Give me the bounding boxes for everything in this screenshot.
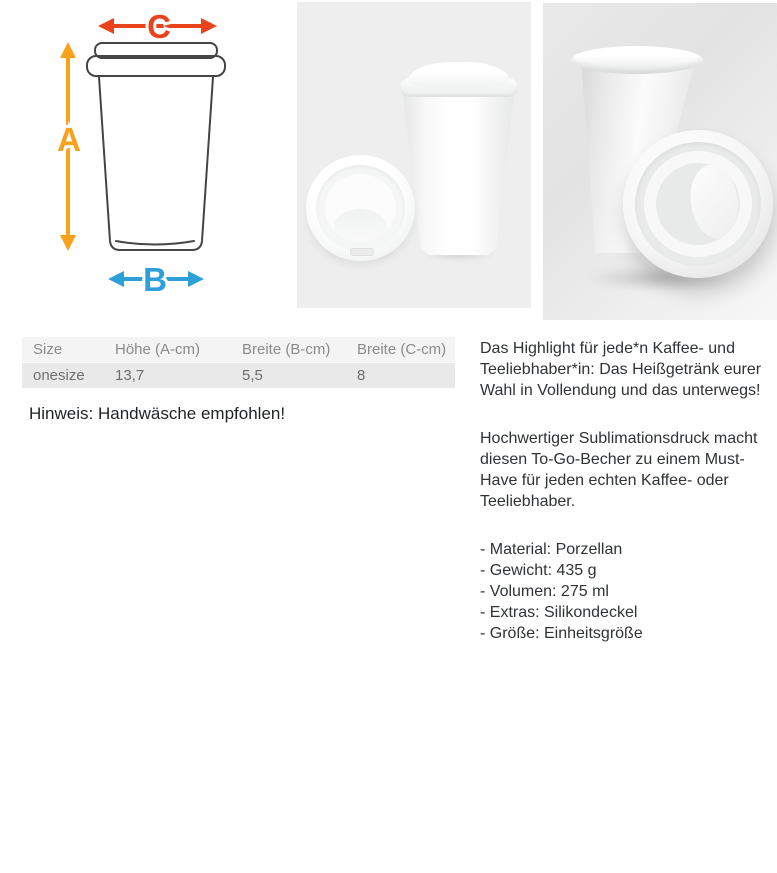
description-paragraph-highlight: Das Highlight für jede*n Kaffee- und Teeliebhaber*in: Das Heißgetränk eurer Wahl in Vollendung und das unterwegs! xyxy=(480,340,762,399)
size-table-cell-breite-b: 5,5 xyxy=(242,367,263,384)
arrow-b-left-head xyxy=(108,271,124,287)
cup-outline xyxy=(87,43,225,250)
care-note: Hinweis: Handwäsche empfohlen! xyxy=(29,404,286,423)
spec-item-groesse: - Größe: Einheitsgröße xyxy=(480,625,643,642)
dimension-label-b: B xyxy=(143,261,167,298)
dimension-arrow-b xyxy=(108,261,204,298)
size-table-cell-breite-c: 8 xyxy=(357,367,366,384)
silicone-lid-inner-ring xyxy=(637,144,759,264)
size-table xyxy=(22,337,455,388)
flat-lid-face xyxy=(325,174,396,242)
dimension-arrow-c xyxy=(98,8,217,45)
arrow-a-top-head xyxy=(60,42,76,58)
product-description xyxy=(480,338,772,644)
size-table-cell-size: onesize xyxy=(33,367,85,384)
product-photo-cup-with-lid xyxy=(297,2,531,308)
cup-body-outline xyxy=(99,77,213,250)
size-table-row-onesize xyxy=(22,363,455,388)
dimension-label-c: C xyxy=(147,8,171,45)
size-table-header-size: Size xyxy=(33,341,63,358)
spec-item-extras: - Extras: Silikondeckel xyxy=(480,604,638,621)
arrow-c-right-head xyxy=(201,18,217,34)
arrow-a-bottom-head xyxy=(60,235,76,251)
porcelain-cup-rim xyxy=(571,46,703,74)
description-paragraph-print: Hochwertiger Sublimationsdruck macht diesen To-Go-Becher zu einem Must-Have für jeden echten Kaffee- oder Teeliebhaber. xyxy=(480,430,758,510)
size-diagram-panel xyxy=(0,0,295,320)
size-table-header-row xyxy=(22,337,455,362)
size-diagram-illustration xyxy=(0,0,295,320)
dimension-arrow-a xyxy=(57,42,81,251)
spec-item-volumen: - Volumen: 275 ml xyxy=(480,583,609,600)
arrow-c-left-head xyxy=(98,18,114,34)
size-table-header-hoehe: Höhe (A-cm) xyxy=(115,341,201,358)
cup-bottom-curve xyxy=(116,241,194,245)
silicone-lid-face xyxy=(651,158,746,251)
cup-body xyxy=(403,95,514,255)
arrow-b-right-head xyxy=(188,271,204,287)
spec-list xyxy=(480,539,772,644)
silicone-lid-sip-highlight xyxy=(686,162,743,242)
size-table-header-breite-b: Breite (B-cm) xyxy=(242,341,331,358)
size-table-header-breite-c: Breite (C-cm) xyxy=(357,341,447,358)
flat-lid-crescent xyxy=(334,209,388,242)
silicone-lid-ring xyxy=(627,134,769,274)
product-photo-porcelain-cup xyxy=(543,3,777,320)
spec-item-gewicht: - Gewicht: 435 g xyxy=(480,562,597,579)
dimension-label-a: A xyxy=(57,121,81,158)
flat-lid-ring xyxy=(316,165,405,251)
spec-item-material: - Material: Porzellan xyxy=(480,541,623,558)
flat-lid xyxy=(306,155,415,261)
size-table-cell-hoehe: 13,7 xyxy=(115,367,145,384)
cup-lid-dome xyxy=(408,62,510,88)
flat-lid-tab xyxy=(350,248,374,256)
